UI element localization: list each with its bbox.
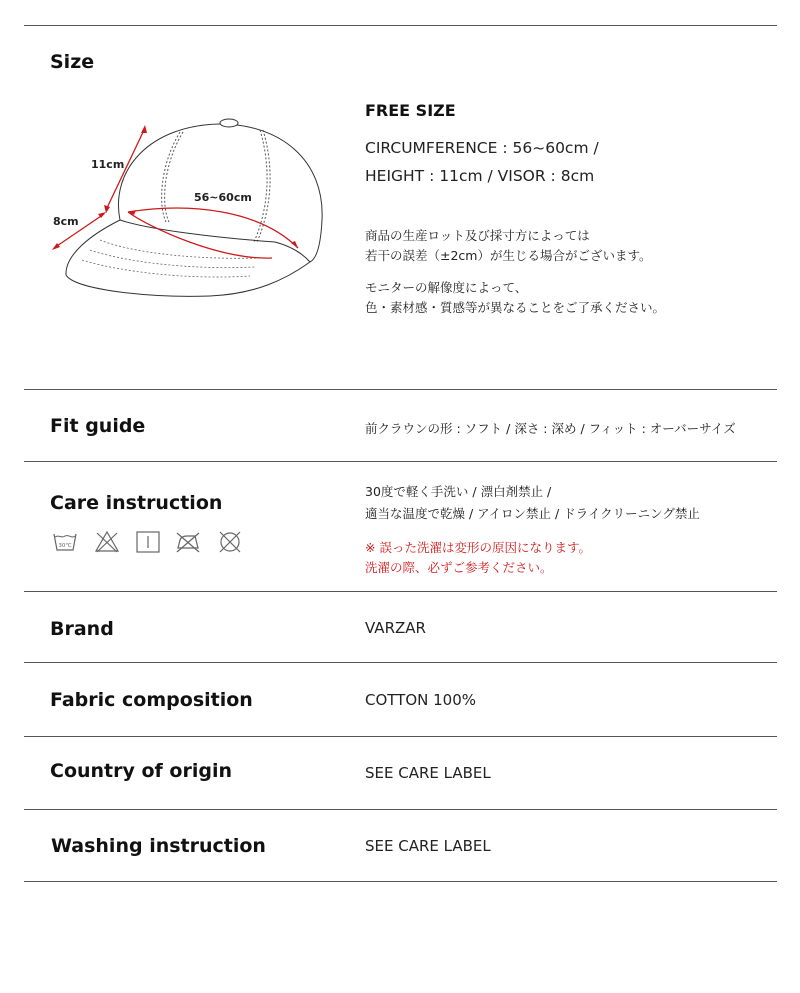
cap-diagram [40, 110, 340, 310]
free-size-title: FREE SIZE [365, 101, 456, 120]
bottom-divider [24, 881, 777, 882]
hand-wash-30-icon [52, 530, 78, 554]
measure-line-1: CIRCUMFERENCE : 56~60cm / [365, 139, 599, 157]
origin-heading: Country of origin [50, 760, 233, 782]
no-dry-clean-icon [217, 530, 243, 554]
divider-care [24, 591, 777, 592]
brand-heading: Brand [50, 618, 114, 640]
size-note-2b: 色・素材感・質感等が異なることをご了承ください。 [365, 300, 666, 315]
size-note-1a: 商品の生産ロット及び採寸方によっては [365, 228, 590, 243]
size-note-2a: モニターの解像度によって、 [365, 280, 528, 295]
size-note-1b: 若干の誤差（±2cm）が生じる場合がございます。 [365, 248, 652, 263]
washing-heading: Washing instruction [51, 835, 266, 857]
fabric-heading: Fabric composition [50, 689, 253, 711]
care-heading: Care instruction [50, 492, 223, 514]
care-warning-1: ※ 誤った洗濯は変形の原因になります。 [365, 540, 591, 555]
visor-dimension-label: 8cm [53, 215, 79, 228]
care-line-2: 適当な温度で乾燥 / アイロン禁止 / ドライクリーニング禁止 [365, 506, 700, 521]
measure-line-2: HEIGHT : 11cm / VISOR : 8cm [365, 167, 595, 185]
fit-guide-value: 前クラウンの形 : ソフト / 深さ : 深め / フィット : オーバーサイズ [365, 421, 736, 436]
circumference-dimension-label: 56~60cm [194, 191, 252, 204]
divider-size [24, 389, 777, 390]
tumble-dry-icon [135, 530, 161, 554]
no-iron-icon [175, 530, 201, 554]
fabric-value: COTTON 100% [365, 691, 477, 709]
brand-value: VARZAR [365, 619, 426, 637]
washing-value: SEE CARE LABEL [365, 837, 491, 855]
top-divider [24, 25, 777, 26]
origin-value: SEE CARE LABEL [365, 764, 491, 782]
divider-fabric [24, 736, 777, 737]
wash-temp-text: 30℃ [58, 543, 72, 549]
divider-origin [24, 809, 777, 810]
size-heading: Size [50, 51, 95, 73]
care-warning-2: 洗濯の際、必ずご参考ください。 [365, 560, 553, 575]
divider-fit [24, 461, 777, 462]
care-line-1: 30度で軽く手洗い / 漂白剤禁止 / [365, 484, 552, 499]
cap-illustration [40, 110, 340, 310]
height-dimension-label: 11cm [91, 158, 125, 171]
divider-brand [24, 662, 777, 663]
no-bleach-icon [94, 530, 120, 554]
fit-guide-heading: Fit guide [50, 415, 146, 437]
